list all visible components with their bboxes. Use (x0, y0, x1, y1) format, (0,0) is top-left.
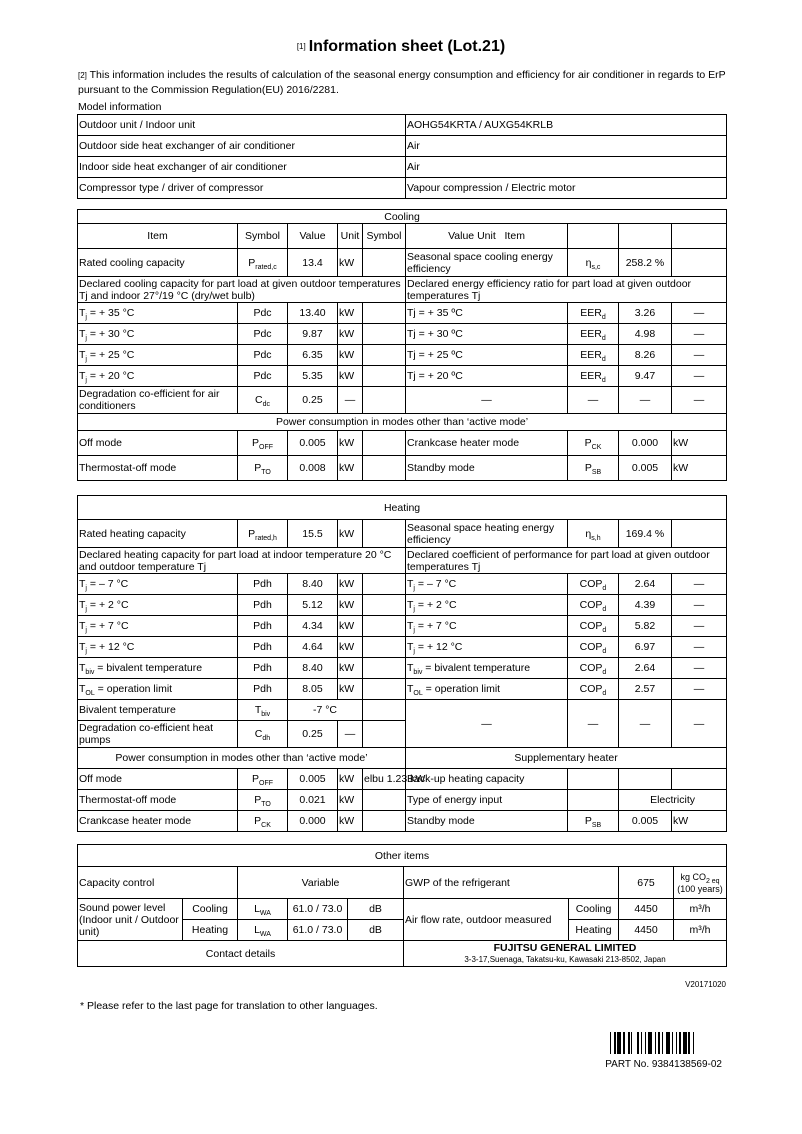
cell: Rated heating capacity (78, 520, 238, 548)
cell: Heating (183, 920, 238, 941)
table-row (78, 748, 727, 769)
barcode-bar (617, 1032, 621, 1054)
company-address: 3-3-17,Suenaga, Takatsu-ku, Kawasaki 213-8502, Japan (464, 954, 666, 964)
heating-table (77, 495, 727, 832)
cell: Cooling (183, 899, 238, 920)
cell: $COP_d$ (568, 637, 619, 658)
cell (363, 595, 406, 616)
cell: kW (672, 811, 727, 832)
barcode-bar (631, 1032, 632, 1054)
cell: Pdc (238, 345, 288, 366)
column-header: Unit (338, 224, 363, 249)
intro-text (78, 68, 728, 97)
cell: 675 (619, 867, 674, 899)
header-text: Unit (477, 230, 496, 242)
cell: $P_{OFF}$ (238, 431, 288, 456)
cell (404, 941, 727, 967)
barcode-bar (683, 1032, 687, 1054)
cell: $T_j$ = – 7 °C (406, 574, 568, 595)
cell: — (672, 345, 727, 366)
table-row (78, 845, 727, 867)
ref-marker: [2] (78, 71, 87, 80)
section-title: Supplementary heater (406, 748, 727, 769)
cell: $T_{OL}$ = operation limit (78, 679, 238, 700)
cell: Rated cooling capacity (78, 249, 238, 277)
ref-marker: [1] (296, 42, 306, 52)
table-row (78, 414, 727, 431)
table-row (78, 324, 727, 345)
section-title: Heating (78, 496, 727, 520)
header-text: Item (504, 230, 525, 242)
cell: 4450 (619, 920, 674, 941)
cell: Pdh (238, 574, 288, 595)
table-row (78, 899, 727, 920)
cell: kW (338, 790, 363, 811)
table-row (78, 157, 727, 178)
cell: kg $CO_{2 eq}$ (100 years) (674, 867, 727, 899)
table-row (78, 769, 727, 790)
barcode-bar (693, 1032, 694, 1054)
cell: dB (348, 899, 404, 920)
cell (363, 790, 406, 811)
cell (363, 574, 406, 595)
cell (363, 456, 406, 481)
cell: — (672, 574, 727, 595)
barcode-bar (666, 1032, 670, 1054)
table-row (78, 548, 727, 574)
column-header: Item (78, 224, 238, 249)
cell (672, 249, 727, 277)
cell: $T_j$ = + 30 °C (78, 324, 238, 345)
cell: 5.12 (288, 595, 338, 616)
barcode-bar (655, 1032, 656, 1054)
cell: Tj = + 30 ºC (406, 324, 568, 345)
table-row (78, 520, 727, 548)
table-row (78, 616, 727, 637)
cell: 4.34 (288, 616, 338, 637)
table-row (78, 867, 727, 899)
barcode-bar (628, 1032, 629, 1054)
cell: 0.005 (288, 769, 338, 790)
cell: $P_{CK}$ (238, 811, 288, 832)
cell: 8.40 (288, 574, 338, 595)
cell: — (406, 387, 568, 414)
cell: $EER_d$ (568, 303, 619, 324)
cell: kW (338, 456, 363, 481)
cell: Declared heating capacity for part load at indoor temperature 20 °C and outdoor temperature Tj (78, 548, 406, 574)
cell: 13.4 (288, 249, 338, 277)
cell: 4.64 (288, 637, 338, 658)
cell: Pdc (238, 366, 288, 387)
cell: kW (338, 637, 363, 658)
other-items-table (77, 844, 727, 967)
cell: Tj = + 20 ºC (406, 366, 568, 387)
cell: Back-up heating capacity (406, 769, 568, 790)
cell (568, 224, 619, 249)
cell: $P_{OFF}$ (238, 769, 288, 790)
cell: — (672, 637, 727, 658)
cell: Outdoor unit / Indoor unit (78, 115, 406, 136)
cell: 61.0 / 73.0 (288, 899, 348, 920)
cell: Pdc (238, 324, 288, 345)
cell: kW (338, 303, 363, 324)
footnote: * Please refer to the last page for translation to other languages. (80, 1000, 378, 1012)
barcode-bar (676, 1032, 677, 1054)
cell: Crankcase heater mode (78, 811, 238, 832)
cell (363, 431, 406, 456)
cell: 0.000 (288, 811, 338, 832)
barcode-bar (610, 1032, 611, 1054)
cell: $T_{OL}$ = operation limit (406, 679, 568, 700)
cell: — (672, 324, 727, 345)
section-title: Other items (78, 845, 727, 867)
cell: $T_j$ = + 12 °C (406, 637, 568, 658)
cell: $P_{SB}$ (568, 811, 619, 832)
cell (363, 721, 406, 748)
cell: 3.26 (619, 303, 672, 324)
cell: — (672, 679, 727, 700)
cell: 169.4 % (619, 520, 672, 548)
intro-body: This information includes the results of calculation of the seasonal energy consumption and efficiency for air conditioner in regards to ErP pursuant to the Commission Regulation(EU) 2016/2281. (78, 69, 726, 96)
cell: 258.2 % (619, 249, 672, 277)
cell: — (672, 303, 727, 324)
header-text: Symbol (366, 230, 402, 242)
cell: — (568, 700, 619, 748)
cell: $T_{biv}$ = bivalent temperature (78, 658, 238, 679)
cell: 8.40 (288, 658, 338, 679)
cell: Pdc (238, 303, 288, 324)
cell: Pdh (238, 616, 288, 637)
barcode-bar (658, 1032, 661, 1054)
model-info-label: Model information (78, 101, 162, 113)
cell: 0.008 (288, 456, 338, 481)
table-row (78, 595, 727, 616)
cell: Variable (238, 867, 404, 899)
cell: 0.005 (619, 811, 672, 832)
cell: $L_{WA}$ (238, 920, 288, 941)
cell: — (672, 700, 727, 748)
cell: Vapour compression / Electric motor (406, 178, 727, 199)
cell: Heating (569, 920, 619, 941)
table-row (78, 387, 727, 414)
cell: $T_j$ = – 7 °C (78, 574, 238, 595)
cell: 0.000 (619, 431, 672, 456)
cell: 13.40 (288, 303, 338, 324)
section-title: Power consumption in modes other than ‘active mode’ (78, 414, 727, 431)
section-title: Power consumption in modes other than ‘active mode’ (78, 748, 406, 769)
cell (363, 520, 406, 548)
cell: dB (348, 920, 404, 941)
cell (363, 366, 406, 387)
cell: 4.39 (619, 595, 672, 616)
cell (363, 811, 406, 832)
cell: 4.98 (619, 324, 672, 345)
table-row (78, 303, 727, 324)
cell: $COP_d$ (568, 658, 619, 679)
barcode-bar (672, 1032, 673, 1054)
cell: $T_j$ = + 7 °C (78, 616, 238, 637)
cell: Crankcase heater mode (406, 431, 568, 456)
cell (363, 658, 406, 679)
barcode-bar (623, 1032, 626, 1054)
cell: Compressor type / driver of compressor (78, 178, 406, 199)
cell (363, 303, 406, 324)
table-row (78, 941, 727, 967)
cell: — (406, 700, 568, 748)
cell: -7 °C (288, 700, 363, 721)
cell: Seasonal space cooling energy efficiency (406, 249, 568, 277)
table-row (78, 249, 727, 277)
cell: $T_j$ = + 2 °C (78, 595, 238, 616)
cell: Sound power level (Indoor unit / Outdoor unit) (78, 899, 183, 941)
cell: Contact details (78, 941, 404, 967)
cell: $T_j$ = + 12 °C (78, 637, 238, 658)
cell: $C_{dh}$ (238, 721, 288, 748)
cell: Declared cooling capacity for part load at given outdoor temperatures Tj and indoor 27°/19 °C (dry/wet bulb) (78, 277, 406, 303)
cell: $T_j$ = + 25 °C (78, 345, 238, 366)
table-row (78, 178, 727, 199)
table-row (78, 790, 727, 811)
table-row (78, 136, 727, 157)
table-row (78, 700, 727, 721)
cell: Off mode (78, 431, 238, 456)
cell: 2.64 (619, 658, 672, 679)
cell: $COP_d$ (568, 679, 619, 700)
cell: — (338, 387, 363, 414)
cell: m³/h (674, 899, 727, 920)
cell: — (338, 721, 363, 748)
cell: $P_{CK}$ (568, 431, 619, 456)
cell: kW (338, 324, 363, 345)
cell: kW (338, 811, 363, 832)
barcode-bar (688, 1032, 689, 1054)
cell: Air flow rate, outdoor measured (404, 899, 569, 941)
cell: — (672, 366, 727, 387)
cell: $\eta_{s,h}$ (568, 520, 619, 548)
cell (568, 769, 619, 790)
cell: Standby mode (406, 811, 568, 832)
table-row (78, 637, 727, 658)
cell (672, 520, 727, 548)
cell: $P_{TO}$ (238, 790, 288, 811)
cell: — (619, 387, 672, 414)
section-title: Cooling (78, 210, 727, 224)
cell: 6.97 (619, 637, 672, 658)
cell: kW (338, 679, 363, 700)
cell (363, 387, 406, 414)
cell: elbu 1.23 kW (363, 769, 406, 790)
cell: AOHG54KRTA / AUXG54KRLB (406, 115, 727, 136)
cell: 9.87 (288, 324, 338, 345)
table-row (78, 345, 727, 366)
cell: Thermostat-off mode (78, 456, 238, 481)
barcode-bar (648, 1032, 652, 1054)
cell: Pdh (238, 679, 288, 700)
cell: $T_j$ = + 2 °C (406, 595, 568, 616)
cell: 4450 (619, 899, 674, 920)
cell: Degradation co-efficient heat pumps (78, 721, 238, 748)
cooling-table (77, 209, 727, 481)
cell: Standby mode (406, 456, 568, 481)
cell (363, 679, 406, 700)
column-header (363, 224, 406, 249)
cell (619, 224, 672, 249)
cell: kW (338, 520, 363, 548)
cell: $T_j$ = + 7 °C (406, 616, 568, 637)
cell: 5.35 (288, 366, 338, 387)
cell: 8.05 (288, 679, 338, 700)
cell: kW (338, 249, 363, 277)
cell: $COP_d$ (568, 574, 619, 595)
cell: Pdh (238, 658, 288, 679)
cell (363, 616, 406, 637)
table-row (78, 679, 727, 700)
cell: — (672, 658, 727, 679)
cell: $EER_d$ (568, 345, 619, 366)
barcode-bar (662, 1032, 663, 1054)
table-row (78, 210, 727, 224)
cell: — (619, 700, 672, 748)
cell: 15.5 (288, 520, 338, 548)
cell: Seasonal space heating energy efficiency (406, 520, 568, 548)
cell: $T_j$ = + 35 °C (78, 303, 238, 324)
cell: 5.82 (619, 616, 672, 637)
barcode-bar (645, 1032, 646, 1054)
cell: kW (338, 431, 363, 456)
cell: $COP_d$ (568, 595, 619, 616)
cell: 61.0 / 73.0 (288, 920, 348, 941)
column-header: Symbol (238, 224, 288, 249)
cell: 0.005 (619, 456, 672, 481)
column-header (406, 224, 568, 249)
cell: 9.47 (619, 366, 672, 387)
header-text: Value (448, 230, 475, 242)
cell: 0.25 (288, 387, 338, 414)
table-row (78, 658, 727, 679)
cell: $T_{biv}$ = bivalent temperature (406, 658, 568, 679)
cell (363, 345, 406, 366)
table-header-row (78, 224, 727, 249)
cell: Air (406, 157, 727, 178)
cell: $P_{SB}$ (568, 456, 619, 481)
company-name: FUJITSU GENERAL LIMITED (493, 941, 637, 954)
cell: kW (672, 456, 727, 481)
cell: kW (338, 658, 363, 679)
cell: m³/h (674, 920, 727, 941)
cell: Pdh (238, 637, 288, 658)
cell: $T_{biv}$ (238, 700, 288, 721)
table-row (78, 366, 727, 387)
cell: — (672, 616, 727, 637)
cell: $C_{dc}$ (238, 387, 288, 414)
cell: Pdh (238, 595, 288, 616)
cell: kW (338, 345, 363, 366)
cell: $EER_d$ (568, 366, 619, 387)
model-table (77, 114, 727, 199)
cell (672, 224, 727, 249)
cell: Capacity control (78, 867, 238, 899)
cell (363, 637, 406, 658)
cell: Outdoor side heat exchanger of air conditioner (78, 136, 406, 157)
cell: $L_{WA}$ (238, 899, 288, 920)
table-row (78, 431, 727, 456)
table-row (78, 115, 727, 136)
cell: $\eta_{s,c}$ (568, 249, 619, 277)
table-row (78, 456, 727, 481)
cell: — (568, 387, 619, 414)
cell: Tj = + 25 ºC (406, 345, 568, 366)
table-row (78, 496, 727, 520)
title-text: Information sheet (Lot.21) (308, 38, 506, 55)
cell: $P_{rated,c}$ (238, 249, 288, 277)
cell: Degradation co-efficient for air conditioners (78, 387, 238, 414)
cell: 6.35 (288, 345, 338, 366)
cell: — (672, 387, 727, 414)
cell (568, 790, 619, 811)
cell: Bivalent temperature (78, 700, 238, 721)
barcode (610, 1032, 722, 1054)
version-label: V20171020 (685, 980, 726, 989)
cell (619, 769, 672, 790)
cell: Type of energy input (406, 790, 568, 811)
cell: kW (338, 366, 363, 387)
cell: Thermostat-off mode (78, 790, 238, 811)
column-header: Value (288, 224, 338, 249)
page-title (0, 38, 802, 56)
cell (363, 249, 406, 277)
cell: Cooling (569, 899, 619, 920)
cell: kW (338, 595, 363, 616)
cell: 2.57 (619, 679, 672, 700)
cell: Declared energy efficiency ratio for part load at given outdoor temperatures Tj (406, 277, 727, 303)
cell: $T_j$ = + 20 °C (78, 366, 238, 387)
cell: 0.005 (288, 431, 338, 456)
table-row (78, 811, 727, 832)
cell: 2.64 (619, 574, 672, 595)
cell: kW (338, 769, 363, 790)
cell: 8.26 (619, 345, 672, 366)
cell: $COP_d$ (568, 616, 619, 637)
cell (672, 769, 727, 790)
cell: — (672, 595, 727, 616)
barcode-bar (641, 1032, 642, 1054)
cell: Off mode (78, 769, 238, 790)
cell: kW (672, 431, 727, 456)
cell: kW (338, 616, 363, 637)
barcode-bar (614, 1032, 615, 1054)
barcode-bar (637, 1032, 640, 1054)
cell: 0.021 (288, 790, 338, 811)
cell: kW (338, 574, 363, 595)
cell: Electricity (619, 790, 727, 811)
part-number: PART No. 9384138569-02 (605, 1059, 722, 1070)
cell: $P_{rated,h}$ (238, 520, 288, 548)
cell: $EER_d$ (568, 324, 619, 345)
barcode-bar (679, 1032, 682, 1054)
cell: GWP of the refrigerant (404, 867, 619, 899)
cell: Indoor side heat exchanger of air conditioner (78, 157, 406, 178)
table-row (78, 277, 727, 303)
cell: Declared coefficient of performance for part load at given outdoor temperatures Tj (406, 548, 727, 574)
cell: $P_{TO}$ (238, 456, 288, 481)
table-row (78, 574, 727, 595)
cell (363, 700, 406, 721)
cell: Air (406, 136, 727, 157)
cell (363, 324, 406, 345)
cell: 0.25 (288, 721, 338, 748)
cell: Tj = + 35 ºC (406, 303, 568, 324)
